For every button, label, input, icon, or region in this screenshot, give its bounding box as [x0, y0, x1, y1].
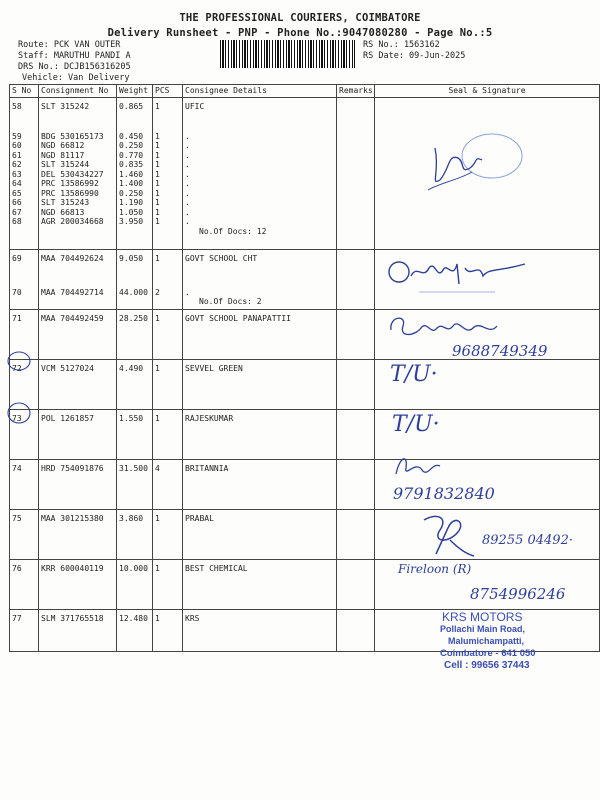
cell-seal	[375, 510, 600, 560]
cell-remarks	[337, 98, 375, 250]
cell-consignment: MAA 301215380	[39, 510, 117, 560]
drs-no: DRS No.: DCJB156316205	[18, 62, 131, 72]
cell-pcs: 4	[153, 460, 183, 510]
col-consignee: Consignee Details	[183, 85, 337, 98]
cell-sno: 74	[10, 460, 39, 510]
cell-seal	[375, 460, 600, 510]
cell-weight: 10.000	[117, 560, 153, 610]
table-row	[10, 250, 600, 310]
staff: Staff: MARUTHU PANDI A	[18, 51, 131, 61]
table-row	[10, 610, 600, 652]
company-title: THE PROFESSIONAL COURIERS, COIMBATORE	[179, 12, 421, 24]
col-sno: S No	[10, 85, 39, 98]
stamp-area: Malumichampatti,	[448, 636, 525, 646]
cell-pcs: 1	[153, 560, 183, 610]
cell-consignment: POL 1261857	[39, 410, 117, 460]
cell-seal	[375, 410, 600, 460]
cell-consignment: HRD 754091876	[39, 460, 117, 510]
cell-weight: 28.250	[117, 310, 153, 360]
no-of-docs: No.Of Docs: 12	[199, 226, 267, 236]
cell-consignee: GOVT SCHOOL PANAPATTII	[183, 310, 337, 360]
cell-remarks	[337, 560, 375, 610]
table-row	[10, 98, 600, 250]
cell-remarks	[337, 410, 375, 460]
cell-weight: 4.490	[117, 360, 153, 410]
stamp-city: Coimbatore - 641 050	[440, 648, 536, 659]
cell-consignee: BRITANNIA	[183, 460, 337, 510]
cell-sno: 76	[10, 560, 39, 610]
cell-seal	[375, 560, 600, 610]
phone-76: 8754996246	[470, 585, 566, 603]
cell-consignment: SLM 371765518	[39, 610, 117, 652]
cell-consignee: SEVVEL GREEN	[183, 360, 337, 410]
route: Route: PCK VAN OUTER	[18, 40, 121, 50]
stamp-cell: Cell : 99656 37443	[444, 660, 530, 671]
cell-pcs: 1 2	[153, 250, 183, 310]
cell-sno: 77	[10, 610, 39, 652]
cell-remarks	[337, 610, 375, 652]
table-row	[10, 310, 600, 360]
rs-date: RS Date: 09-Jun-2025	[363, 51, 466, 61]
runsheet-subtitle: Delivery Runsheet - PNP - Phone No.:9047080280 - Page No.:5	[107, 27, 493, 39]
no-of-docs: No.Of Docs: 2	[199, 297, 262, 306]
cell-consignee: PRABAL	[183, 510, 337, 560]
cell-consignment: KRR 600040119	[39, 560, 117, 610]
cell-pcs: 1	[153, 510, 183, 560]
cell-pcs: 1 1 1 1 1 1 1 1 1 1 1	[153, 98, 183, 250]
cell-sno: 73	[10, 410, 39, 460]
tu-mark-72: T/U·	[390, 362, 438, 387]
cell-pcs: 1	[153, 410, 183, 460]
cell-weight: 1.550	[117, 410, 153, 460]
rs-no: RS No.: 1563162	[363, 40, 440, 50]
cell-sno: 69 70	[10, 250, 39, 310]
cell-consignment: MAA 704492624 MAA 704492714	[39, 250, 117, 310]
cell-pcs: 1	[153, 360, 183, 410]
cell-remarks	[337, 360, 375, 410]
cell-remarks	[337, 460, 375, 510]
col-pcs: PCS	[153, 85, 183, 98]
cell-weight: 31.500	[117, 460, 153, 510]
phone-74: 9791832840	[393, 484, 495, 503]
table-row	[10, 460, 600, 510]
cell-pcs: 1	[153, 610, 183, 652]
table-header	[10, 85, 600, 98]
stamp-street: Pollachi Main Road,	[440, 624, 526, 634]
runsheet-table	[9, 84, 600, 652]
col-weight: Weight	[117, 85, 153, 98]
col-remarks: Remarks	[337, 85, 375, 98]
table-row	[10, 510, 600, 560]
cell-seal	[375, 360, 600, 410]
cell-sno: 72	[10, 360, 39, 410]
cell-remarks	[337, 510, 375, 560]
table-row	[10, 410, 600, 460]
vehicle: Vehicle: Van Delivery	[22, 73, 130, 83]
cell-pcs: 1	[153, 310, 183, 360]
cell-consignee: GOVT SCHOOL CHT . No.Of Docs: 2	[183, 250, 337, 310]
cell-weight: 3.860	[117, 510, 153, 560]
col-seal: Seal & Signature	[375, 85, 600, 98]
cell-consignee: RAJESKUMAR	[183, 410, 337, 460]
table-row	[10, 360, 600, 410]
barcode	[220, 40, 355, 68]
cell-weight: 9.050 44.000	[117, 250, 153, 310]
cell-seal	[375, 98, 600, 250]
cell-seal	[375, 310, 600, 360]
col-consignment: Consignment No	[39, 85, 117, 98]
cell-sno: 58 59 60 61 62 63 64 65 66 67 68	[10, 98, 39, 250]
cell-consignment: MAA 704492459	[39, 310, 117, 360]
cell-consignee: BEST CHEMICAL	[183, 560, 337, 610]
cell-consignment: VCM 5127024	[39, 360, 117, 410]
tu-mark-73: T/U·	[392, 412, 440, 437]
cell-sno: 75	[10, 510, 39, 560]
cell-sno: 71	[10, 310, 39, 360]
name-76: Fireloon (R)	[398, 562, 472, 576]
cell-remarks	[337, 310, 375, 360]
phone-75: 89255 04492·	[482, 533, 573, 548]
table-row	[10, 560, 600, 610]
cell-weight: 12.480	[117, 610, 153, 652]
stamp-name: KRS MOTORS	[442, 610, 523, 624]
cell-consignee: UFIC . . . . . . . . . . No.Of Docs: 12	[183, 98, 337, 250]
cell-weight: 0.865 0.450 0.250 0.770 0.835 1.460 1.400 0.250 1.190 1.050 3.950	[117, 98, 153, 250]
cell-seal	[375, 250, 600, 310]
phone-71: 9688749349	[452, 342, 548, 360]
cell-remarks	[337, 250, 375, 310]
cell-consignment: SLT 315242 BDG 530165173 NGD 66812 NGD 81117 SLT 315244 DEL 530434227 PRC 13586992 PRC 13586990 SLT 315243 NGD 66813 AGR 200034668	[39, 98, 117, 250]
cell-seal	[375, 610, 600, 652]
cell-consignee: KRS	[183, 610, 337, 652]
